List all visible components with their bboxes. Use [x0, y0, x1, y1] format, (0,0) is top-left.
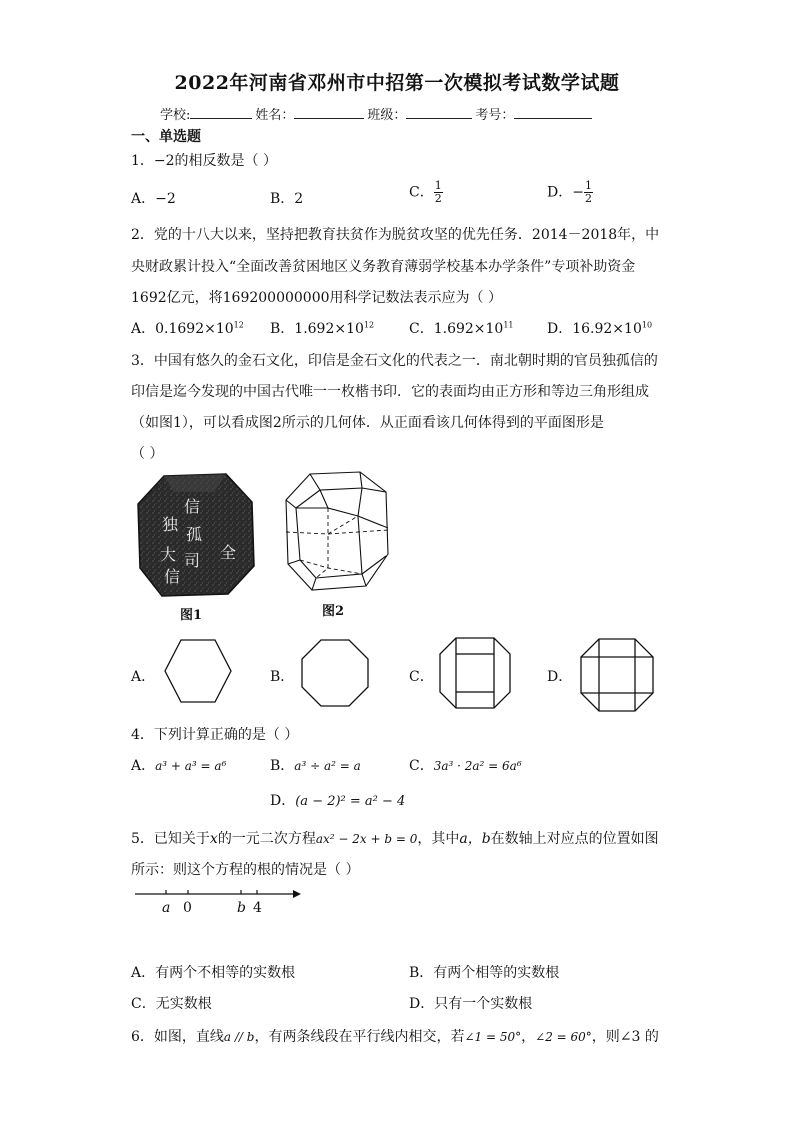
q2-option-b-exponent: 12	[363, 320, 375, 330]
q1-option-c-fraction	[434, 180, 443, 205]
q1-option-c-label: C．	[409, 184, 434, 201]
seal-char: 司	[184, 551, 201, 570]
polyhedron-hidden-edges	[286, 508, 388, 578]
q3-option-a[interactable]: A．	[131, 669, 156, 685]
q1-text: 1．−2的相反数是（ ）	[131, 153, 277, 169]
school-label: 学校:	[160, 108, 191, 123]
q2-line-3: 1692亿元，将169200000000用科学记数法表示应为（ ）	[131, 290, 502, 306]
q6-text-part: ，则∠3 的	[591, 1029, 659, 1045]
q2-option-d-text: D．16.92×10	[547, 321, 642, 337]
q2-option-b[interactable]	[270, 318, 374, 338]
q4-option-b-expr: a³ ÷ a² = a	[294, 759, 361, 773]
q5-option-d[interactable]: D．只有一个实数根	[409, 996, 533, 1012]
fraction-denominator: 2	[434, 192, 442, 205]
seal-char: 信	[184, 497, 201, 516]
axis-label-4: 4	[253, 900, 262, 916]
q4-text: 4．下列计算正确的是（ ）	[131, 727, 299, 743]
q2-option-d-exponent: 10	[641, 320, 653, 330]
axis-label-b: b	[237, 900, 246, 916]
seal-char: 信	[164, 567, 181, 586]
q2-option-c-exponent: 11	[503, 320, 514, 330]
name-blank[interactable]	[294, 106, 364, 119]
axis-label-a: a	[162, 900, 171, 916]
seal-char: 孤	[186, 525, 203, 544]
number-blank[interactable]	[514, 106, 592, 119]
axis-label-0: 0	[183, 900, 192, 916]
q5-text-part: ，其中	[417, 831, 460, 847]
seal-char: 大	[160, 545, 177, 564]
name-label: 姓名：	[255, 108, 295, 123]
octagon-grid-shape[interactable]	[579, 637, 655, 713]
q1-option-d-label: D．−	[547, 184, 584, 201]
octagon-shape[interactable]	[300, 638, 370, 708]
q3-line-4: （ ）	[131, 446, 164, 462]
seal-char: 独	[162, 515, 179, 534]
q4-option-b[interactable]	[270, 755, 361, 775]
q3-option-d[interactable]: D．	[547, 669, 573, 685]
q5-option-b[interactable]: B．有两个相等的实数根	[409, 965, 560, 981]
q2-option-c[interactable]	[409, 318, 514, 338]
q3-option-c[interactable]: C．	[409, 669, 434, 685]
q3-line-1: 3．中国有悠久的金石文化，印信是金石文化的代表之一．南北朝时期的官员独孤信的	[131, 353, 658, 369]
q2-option-a-exponent: 12	[233, 320, 244, 330]
q6-angle-2: ∠2 = 60°	[535, 1030, 592, 1044]
polyhedron-figure	[282, 468, 394, 596]
q4-option-c-expr: 3a³ · 2a² = 6a⁶	[433, 759, 522, 773]
q6-parallel-lines: a // b	[223, 1030, 255, 1044]
student-info-line	[160, 104, 595, 123]
q2-option-a-text: A．0.1692×10	[131, 321, 234, 337]
q1-option-c[interactable]	[409, 180, 443, 205]
q1-option-b[interactable]: B．2	[270, 191, 304, 207]
q6-line-1	[131, 1026, 661, 1046]
q4-option-a-expr: a³ + a³ = a⁶	[155, 759, 227, 773]
q1-option-a[interactable]: A．−2	[131, 191, 176, 207]
seal-char: 全	[220, 543, 237, 562]
school-blank[interactable]	[190, 106, 252, 119]
q5-equation: ax² − 2x + b = 0	[315, 832, 418, 846]
q5-line-1	[131, 828, 661, 848]
q4-option-d[interactable]	[270, 790, 405, 810]
q4-option-d-expr: (a − 2)² = a² − 4	[295, 794, 406, 809]
q2-line-1: 2．党的十八大以来，坚持把教育扶贫作为脱贫攻坚的优先任务．2014－2018年，中	[131, 227, 660, 243]
fraction-numerator: 1	[434, 179, 442, 192]
q5-line-2: 所示：则这个方程的根的情况是（ ）	[131, 862, 360, 878]
q1-option-d[interactable]	[547, 180, 593, 205]
q2-option-d[interactable]	[547, 318, 652, 338]
class-label: 班级：	[367, 108, 407, 123]
fraction-denominator: 2	[584, 192, 592, 205]
q6-text-part: 6．如图，直线	[131, 1029, 224, 1045]
q5-variable-x: x	[209, 831, 218, 847]
q2-option-a[interactable]	[131, 318, 244, 338]
q3-line-2: 印信是迄今发现的中国古代唯一一枚楷书印．它的表面均由正方形和等边三角形组成	[131, 384, 649, 400]
q6-angle-1: ∠1 = 50°	[464, 1030, 522, 1044]
q3-option-b[interactable]: B．	[270, 669, 295, 685]
q1-option-d-fraction	[584, 180, 593, 205]
section-heading: 一、单选题	[131, 129, 201, 145]
figure-2-label: 图2	[322, 604, 345, 619]
fraction-numerator: 1	[584, 179, 592, 192]
q2-option-b-text: B．1.692×10	[270, 321, 364, 337]
q2-line-2: 央财政累计投入“全面改善贫困地区义务教育薄弱学校基本办学条件”专项补助资金	[131, 259, 636, 275]
q2-option-c-text: C．1.692×10	[409, 321, 504, 337]
class-blank[interactable]	[406, 106, 472, 119]
q5-text-part: 在数轴上对应点的位置如图	[490, 831, 659, 847]
page-title: 2022年河南省邓州市中招第一次模拟考试数学试题	[174, 72, 620, 94]
q4-option-c-label: C．	[409, 758, 434, 774]
figure-1-label: 图1	[180, 608, 203, 623]
number-line-arrow-icon	[293, 890, 301, 898]
q4-option-d-label: D．	[270, 793, 296, 809]
seal-photo-figure	[134, 470, 259, 600]
q5-text-part: 5．已知关于	[131, 831, 210, 847]
q6-text-part: ，	[521, 1029, 536, 1045]
number-label: 考号：	[475, 108, 515, 123]
q6-text-part: ，有两条线段在平行线内相交，若	[254, 1029, 465, 1045]
q4-option-b-label: B．	[270, 758, 295, 774]
q4-option-c[interactable]	[409, 755, 522, 775]
hexagon-shape[interactable]	[163, 638, 233, 704]
q5-text-part: 的一元二次方程	[217, 831, 316, 847]
octagon-inner-square-shape[interactable]	[438, 636, 512, 710]
q4-option-a[interactable]	[131, 755, 226, 775]
q5-option-c[interactable]: C．无实数根	[131, 996, 212, 1012]
q4-option-a-label: A．	[131, 758, 156, 774]
number-line-figure	[133, 882, 305, 916]
q5-option-a[interactable]: A．有两个不相等的实数根	[131, 965, 296, 981]
q5-variables-ab: a，b	[459, 831, 491, 847]
q3-line-3: （如图1），可以看成图2所示的几何体．从正面看该几何体得到的平面图形是	[131, 415, 604, 431]
